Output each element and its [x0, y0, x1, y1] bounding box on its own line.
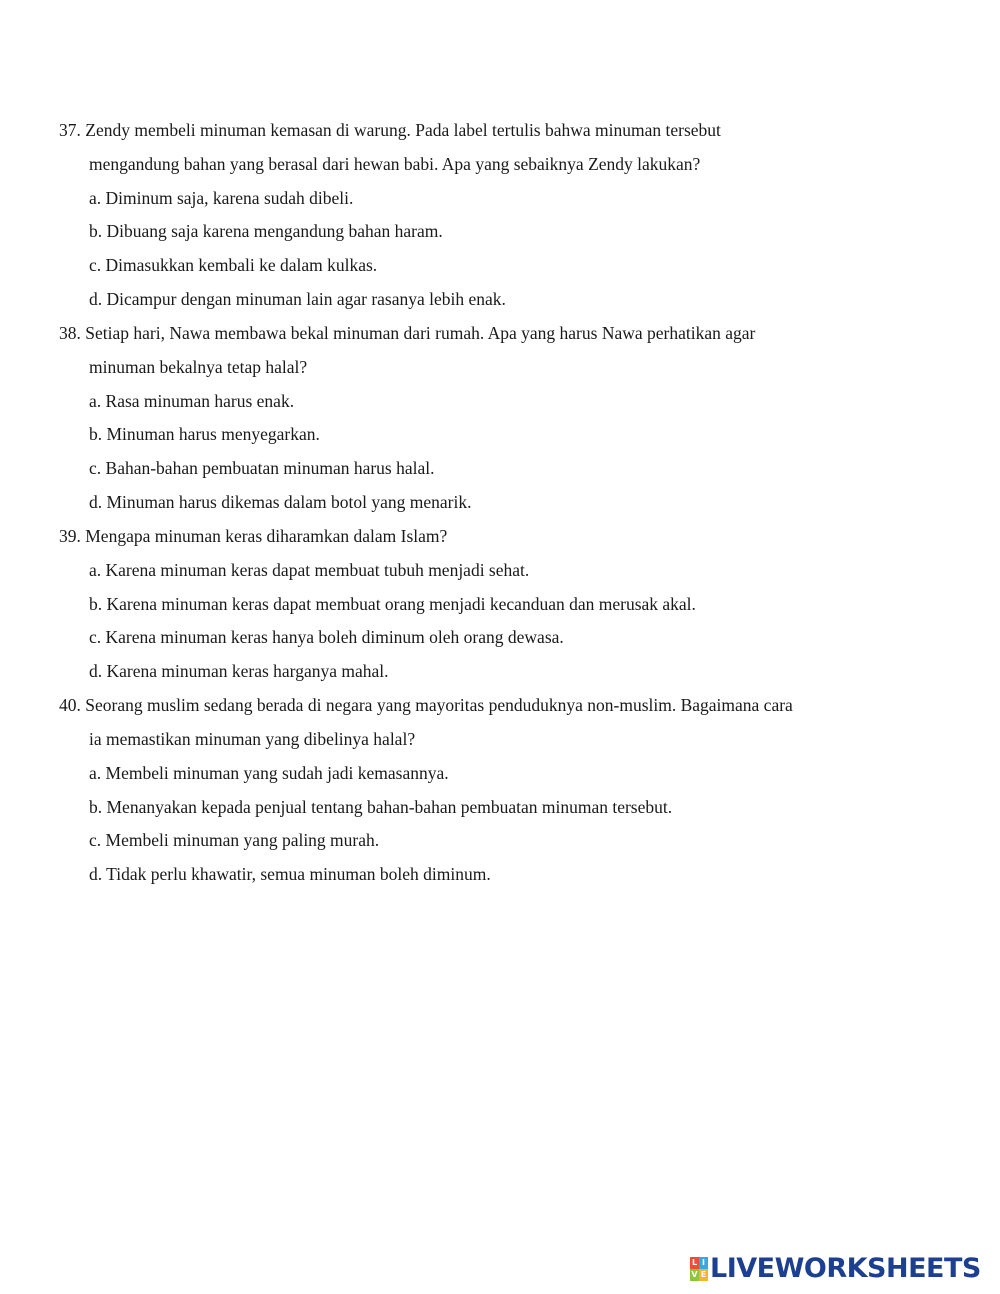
question-number: 37. [59, 120, 81, 140]
liveworksheets-logo[interactable] [690, 1254, 981, 1284]
question-text: Zendy membeli minuman kemasan di warung. Pada label tertulis bahwa minuman tersebut [85, 120, 721, 140]
question-text-continued: mengandung bahan yang berasal dari hewan babi. Apa yang sebaiknya Zendy lakukan? [89, 154, 701, 174]
question-number: 40. [59, 695, 81, 715]
answer-option-a[interactable]: a. Rasa minuman harus enak. [89, 391, 295, 411]
answer-option-a[interactable]: a. Karena minuman keras dapat membuat tubuh menjadi sehat. [89, 560, 530, 580]
answer-option-c[interactable]: c. Karena minuman keras hanya boleh diminum oleh orang dewasa. [89, 627, 564, 647]
answer-option-c[interactable]: c. Dimasukkan kembali ke dalam kulkas. [89, 255, 378, 275]
question-number: 39. [59, 526, 81, 546]
answer-option-c[interactable]: c. Membeli minuman yang paling murah. [89, 830, 380, 850]
question-text: Setiap hari, Nawa membawa bekal minuman dari rumah. Apa yang harus Nawa perhatikan agar [85, 323, 756, 343]
answer-option-a[interactable]: a. Diminum saja, karena sudah dibeli. [89, 188, 354, 208]
question-number: 38. [59, 323, 81, 343]
answer-option-c[interactable]: c. Bahan-bahan pembuatan minuman harus halal. [89, 458, 435, 478]
answer-option-b[interactable]: b. Menanyakan kepada penjual tentang bahan-bahan pembuatan minuman tersebut. [89, 797, 673, 817]
liveworksheets-logo-icon [690, 1257, 708, 1281]
answer-option-d[interactable]: d. Dicampur dengan minuman lain agar rasanya lebih enak. [89, 289, 506, 309]
question-text: Seorang muslim sedang berada di negara yang mayoritas penduduknya non-muslim. Bagaimana cara [85, 695, 793, 715]
logo-square-l: L [691, 1258, 698, 1267]
answer-option-d[interactable]: d. Karena minuman keras harganya mahal. [89, 661, 389, 681]
answer-option-d[interactable]: d. Tidak perlu khawatir, semua minuman boleh diminum. [89, 864, 491, 884]
answer-option-b[interactable]: b. Dibuang saja karena mengandung bahan haram. [89, 221, 443, 241]
question-text-continued: minuman bekalnya tetap halal? [89, 357, 308, 377]
logo-square-e: E [700, 1270, 707, 1279]
question-text-continued: ia memastikan minuman yang dibelinya halal? [89, 729, 416, 749]
answer-option-b[interactable]: b. Karena minuman keras dapat membuat orang menjadi kecanduan dan merusak akal. [89, 594, 696, 614]
answer-option-b[interactable]: b. Minuman harus menyegarkan. [89, 424, 320, 444]
answer-option-a[interactable]: a. Membeli minuman yang sudah jadi kemasannya. [89, 763, 449, 783]
answer-option-d[interactable]: d. Minuman harus dikemas dalam botol yang menarik. [89, 492, 472, 512]
logo-square-v: V [691, 1270, 698, 1279]
logo-square-i: I [699, 1257, 708, 1269]
question-text: Mengapa minuman keras diharamkan dalam Islam? [85, 526, 448, 546]
logo-text: LIVEWORKSHEETS [710, 1253, 981, 1284]
